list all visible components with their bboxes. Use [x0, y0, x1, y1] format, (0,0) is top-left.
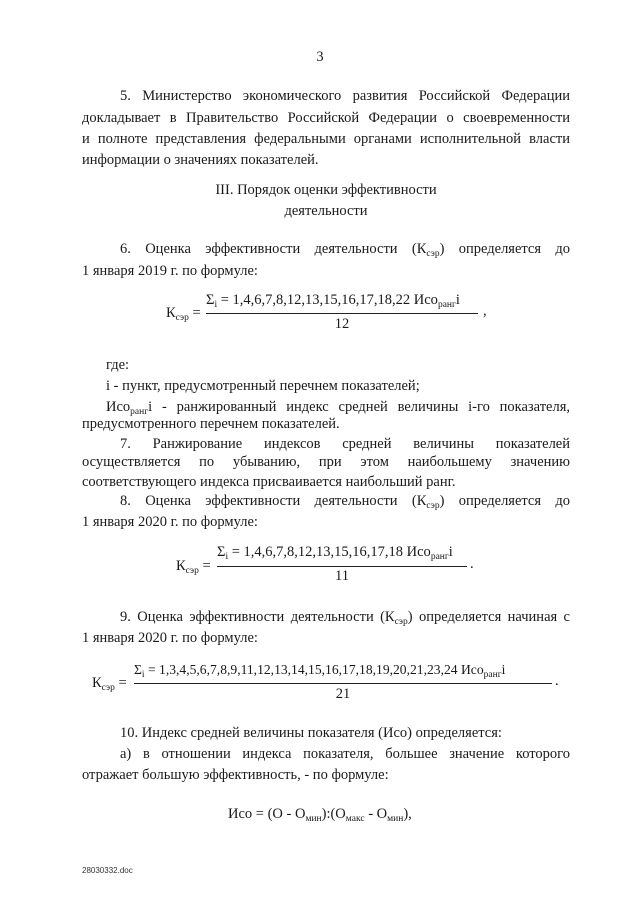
where-iso-definition-line-2: предусмотренного перечнем показателей. [82, 416, 340, 432]
p7-line-2: осуществляется по убыванию, при этом наибольшему значению [82, 454, 570, 470]
p6-line-2: 1 января 2019 г. по формуле: [82, 263, 258, 279]
formula-1-fraction-line [206, 313, 478, 314]
formula-2-punct: . [470, 556, 474, 572]
where-iso-definition: Исо$_{ранг}$i - ранжированный индекс средней величины i-го показателя, [106, 399, 570, 417]
where-label: где: [106, 357, 130, 373]
formula-3-numerator: $\Sigma_i = 1,3,4,5,6,7,8,9,11,12,13,14,15,16,17,18,19,20,21,23,24$ Исо$_{ранг}$i [134, 662, 506, 680]
formula-3-punct: . [555, 673, 559, 689]
p9-line-2: 1 января 2020 г. по формуле: [82, 630, 258, 646]
p10-a-line-1: а) в отношении индекса показателя, большее значение которого [120, 746, 570, 762]
p8-line-1: 8. Оценка эффективности деятельности $(К_{сэр})$ определяется до [120, 493, 570, 511]
p5-line-3: и полноте представления федеральными органами исполнительной власти [82, 131, 570, 147]
formula-2-denominator: 11 [335, 568, 349, 584]
p10-line-1: 10. Индекс средней величины показателя (Исо) определяется: [120, 725, 502, 741]
p7-line-1: 7. Ранжирование индексов средней величины показателей [120, 436, 570, 452]
where-i-definition: i - пункт, предусмотренный перечнем показателей; [106, 378, 420, 394]
p5-line-4: информации о значениях показателей. [82, 152, 319, 168]
formula-4: Исо = $(О - О_{мин}):(О_{макс} - О_{мин})$, [228, 806, 412, 824]
section-title-line-2: деятельности [284, 203, 368, 219]
footer-filename: 28030332.doc [82, 866, 133, 875]
p9-line-1: 9. Оценка эффективности деятельности $(К_{сэр})$ определяется начиная с [120, 609, 570, 627]
formula-3-fraction-line [134, 683, 552, 684]
p5-line-2: докладывает в Правительство Российской Федерации о своевременности [82, 110, 570, 126]
p10-a-line-2: отражает большую эффективность, - по формуле: [82, 767, 389, 783]
p5-line-1: 5. Министерство экономического развития Российской Федерации [120, 88, 570, 104]
formula-3-lhs: $К_{сэр}$ = [92, 675, 127, 693]
p7-line-3: соответствующего индекса присваивается наибольший ранг. [82, 474, 456, 490]
formula-1-numerator: $\Sigma_i = 1,4,6,7,8,12,13,15,16,17,18,22$ Исо$_{ранг}$i [206, 292, 460, 310]
formula-1-punct: , [483, 303, 487, 319]
formula-3-denominator: 21 [335, 686, 351, 702]
page-number: 3 [316, 49, 324, 65]
p8-line-2: 1 января 2020 г. по формуле: [82, 514, 258, 530]
formula-2-numerator: $\Sigma_i = 1,4,6,7,8,12,13,15,16,17,18$ Исо$_{ранг}$i [217, 544, 453, 562]
formula-1-lhs: $К_{сэр}$ = [166, 305, 201, 323]
formula-2-lhs: $К_{сэр}$ = [176, 558, 211, 576]
p6-line-1: 6. Оценка эффективности деятельности $(К_{сэр})$ определяется до [120, 241, 570, 259]
formula-1-denominator: 12 [334, 316, 350, 332]
section-title-line-1: III. Порядок оценки эффективности [215, 182, 437, 198]
formula-2-fraction-line [217, 566, 467, 567]
